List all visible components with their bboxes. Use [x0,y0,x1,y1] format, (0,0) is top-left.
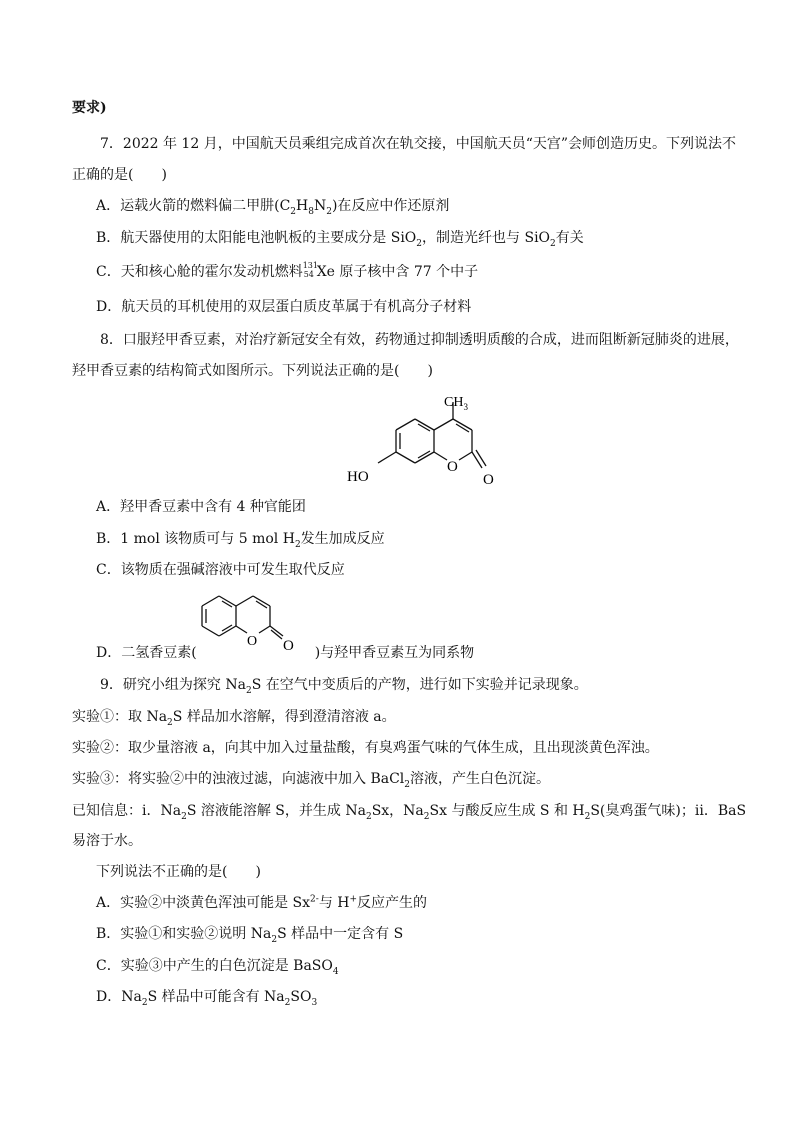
q9-experiment-3: 实验③：将实验②中的浊液过滤，向滤液中加入 BaCl$_2$溶液，产生白色沉淀。 [72,771,551,790]
q9-option-a: A．实验②中淡黄色浑浊可能是 $Sx^{2-}$与 H+反应产生的 [96,894,428,911]
q9-known-info-line1: 已知信息：i．$Na_2S$ 溶液能溶解 S，并生成 $Na_2Sx$，$Na_2Sx$ 与酸反应生成 S 和 $H_2S$(臭鸡蛋气味)；ii．BaS [72,803,747,822]
q7-stem-line1: 7．2022 年 12 月，中国航天员乘组完成首次在轨交接，中国航天员“天宫”会师创造历史。下列说法不 [100,136,737,152]
structure-bonds [202,596,283,639]
carbonyl-oxygen-label: O [483,472,494,488]
hymecromone-structure [330,380,500,492]
q8-stem-line1: 8．口服羟甲香豆素，对治疗新冠安全有效，药物通过抑制透明质酸的合成，进而阻断新冠肺炎的进展， [100,332,739,348]
q7-option-a: A．运载火箭的燃料偏二甲肼$(C_2H_8N_2)$在反应中作还原剂 [96,198,450,217]
q7-option-c: C．天和核心舱的霍尔发动机燃料 131 54 Xe 原子核中含 77 个中子 [96,261,479,280]
ring-oxygen-label: O [247,634,258,649]
q9-ask: 下列说法不正确的是( ) [96,864,261,880]
q7-option-d: D．航天员的耳机使用的双层蛋白质皮革属于有机高分子材料 [96,299,472,315]
ring-oxygen-label: O [447,459,458,475]
q9-stem: 9．研究小组为探究 $Na_2S$ 在空气中变质后的产物，进行如下实验并记录现象。 [100,677,588,696]
header-fragment: 要求) [72,100,107,116]
structure-bonds [378,402,486,468]
q9-option-c: C．实验③中产生的白色沉淀是 BaSO$_4$ [96,958,339,977]
q8-option-d: D．二氢香豆素( )与羟甲香豆素互为同系物 [96,645,475,661]
q8-option-c: C．该物质在强碱溶液中可发生取代反应 [96,562,345,578]
methyl-label: $CH_3$ [444,395,468,412]
hydroxyl-label: HO [347,469,369,485]
carbonyl-oxygen-label: O [283,638,294,654]
q8-option-a: A．羟甲香豆素中含有 4 种官能团 [96,499,306,515]
q9-experiment-1: 实验①：取 $Na_2S$ 样品加水溶解，得到澄清溶液 a。 [72,709,396,728]
q7-stem-line2: 正确的是( ) [72,167,167,183]
q9-option-d: D．$Na_2S$ 样品中可能含有 $Na_2SO_3$ [96,989,318,1008]
q9-experiment-2: 实验②：取少量溶液 a，向其中加入过量盐酸，有臭鸡蛋气味的气体生成，且出现淡黄色浑浊。 [72,740,659,756]
q9-known-info-line2: 易溶于水。 [72,833,142,849]
isotope-notation: 131 54 [302,261,318,279]
q7-option-b: B．航天器使用的太阳能电池帆板的主要成分是 SiO$_2$，制造光纤也与 SiO$_2$有关 [96,230,584,249]
q8-option-b: B．1 mol 该物质可与 5 mol $H_2$发生加成反应 [96,531,385,550]
q9-option-b: B．实验①和实验②说明 $Na_2S$ 样品中一定含有 S [96,926,404,945]
q8-stem-line2: 羟甲香豆素的结构简式如图所示。下列说法正确的是( ) [72,363,433,379]
